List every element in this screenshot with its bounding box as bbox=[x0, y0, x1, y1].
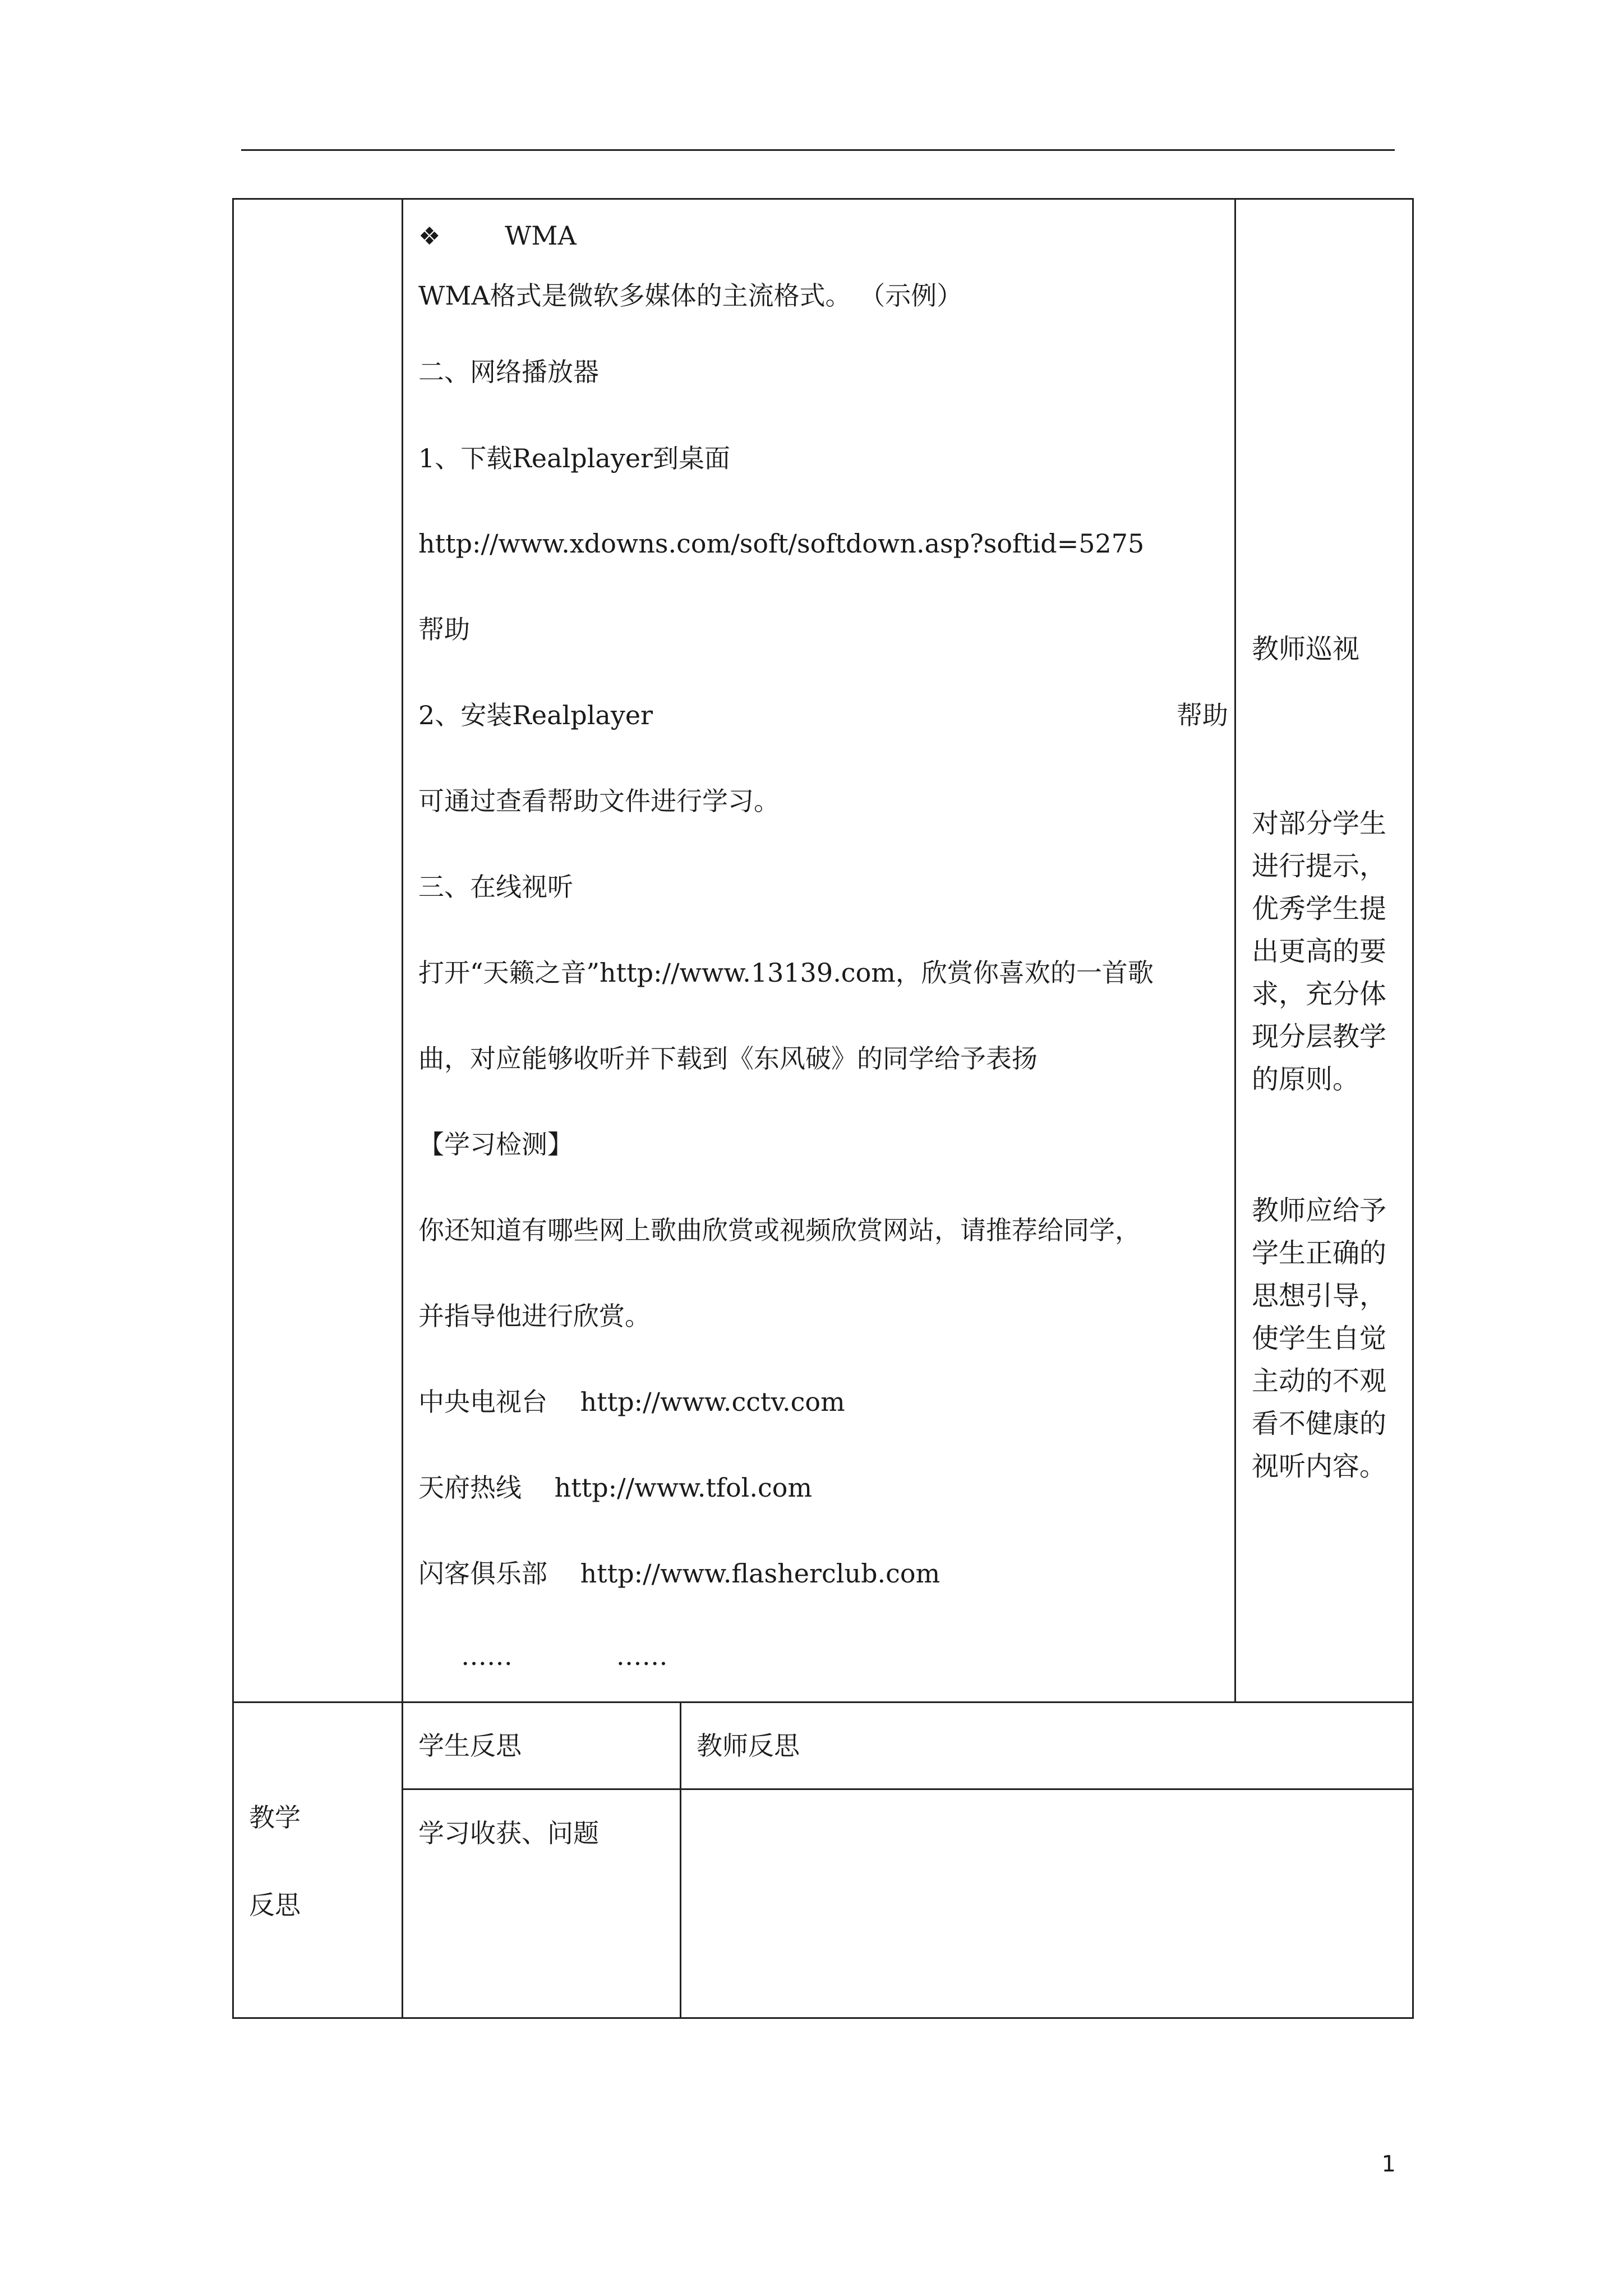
diamond-bullet-icon: ❖ bbox=[418, 222, 441, 251]
check-question-line-1: 你还知道有哪些网上歌曲欣赏或视频欣赏网站，请推荐给同学， bbox=[418, 1215, 1141, 1245]
listen-paragraph-line-1: 打开“天籁之音”http://www.13139.com，欣赏你喜欢的一首歌 bbox=[418, 958, 1154, 988]
reflection-label-line-2: 反思 bbox=[249, 1890, 301, 1920]
reflection-label-line-1: 教学 bbox=[249, 1802, 301, 1833]
download-url[interactable]: http://www.xdowns.com/soft/softdown.asp?softid=5275 bbox=[418, 528, 1145, 559]
site-row bbox=[418, 1471, 812, 1504]
help-text-2: 帮助 bbox=[1177, 700, 1228, 730]
site-url[interactable]: http://www.cctv.com bbox=[580, 1387, 845, 1417]
site-name: 天府热线 bbox=[418, 1473, 522, 1503]
site-url[interactable]: http://www.flasherclub.com bbox=[580, 1558, 940, 1589]
student-reflection-header: 学生反思 bbox=[418, 1731, 522, 1761]
wma-description: WMA格式是微软多媒体的主流格式。 （示例） bbox=[418, 280, 963, 311]
ellipsis: …… bbox=[461, 1641, 513, 1671]
label-column-divider bbox=[402, 198, 403, 2019]
reflection-column-divider bbox=[680, 1701, 681, 2019]
table-right-border bbox=[1412, 198, 1414, 2019]
site-url[interactable]: http://www.tfol.com bbox=[554, 1473, 813, 1503]
section-2-title: 二、网络播放器 bbox=[418, 357, 599, 387]
site-name: 闪客俱乐部 bbox=[418, 1558, 547, 1589]
notes-column-divider bbox=[1234, 198, 1236, 1703]
listen-paragraph-line-2: 曲，对应能够收听并下载到《东风破》的同学给予表扬 bbox=[418, 1043, 1038, 1074]
teacher-reflection-header: 教师反思 bbox=[697, 1731, 800, 1761]
note-teacher-guidance: 教师应给予学生正确的思想引导，使学生自觉主动的不观看不健康的视听内容。 bbox=[1252, 1195, 1387, 1482]
note-teacher-patrol: 教师巡视 bbox=[1252, 633, 1360, 665]
bullet-line bbox=[418, 219, 577, 254]
table-top-border bbox=[232, 198, 1414, 200]
header-rule bbox=[241, 149, 1395, 151]
reflection-header-divider bbox=[402, 1788, 1414, 1790]
site-name: 中央电视台 bbox=[418, 1387, 547, 1417]
ellipsis: …… bbox=[616, 1641, 668, 1671]
site-row bbox=[418, 1385, 845, 1419]
check-question-line-2: 并指导他进行欣赏。 bbox=[418, 1301, 651, 1331]
step-2: 2、安装Realplayer bbox=[418, 700, 653, 730]
step-1: 1、下载Realplayer到桌面 bbox=[418, 443, 731, 473]
section-3-title: 三、在线视听 bbox=[418, 872, 573, 902]
help-text-1: 帮助 bbox=[418, 614, 470, 645]
table-row-divider bbox=[232, 1701, 1414, 1703]
student-reflection-item: 学习收获、问题 bbox=[418, 1818, 599, 1848]
check-title: 【学习检测】 bbox=[418, 1129, 573, 1159]
site-row bbox=[418, 1557, 940, 1590]
help-note: 可通过查看帮助文件进行学习。 bbox=[418, 786, 780, 816]
bullet-text: WMA bbox=[505, 220, 577, 251]
table-left-border bbox=[232, 198, 234, 2019]
page-number: 1 bbox=[1381, 2151, 1396, 2177]
note-tiered-hint: 对部分学生进行提示，优秀学生提出更高的要求，充分体现分层教学的原则。 bbox=[1252, 808, 1387, 1095]
table-bottom-border bbox=[232, 2017, 1414, 2019]
ellipsis-line bbox=[418, 1639, 668, 1673]
